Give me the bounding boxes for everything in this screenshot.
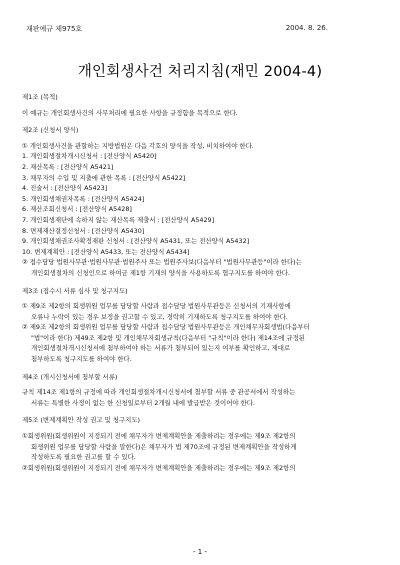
article-heading: 제1조 (목적) [22,93,58,101]
article-line: ②회생위원(회생위원이 지정되기 전에 채무자가 변제계획안을 제출하려는 경우에는 제9조 제2항의 [22,463,296,472]
article-section [22,125,378,278]
article-line: 8. 면제재산결정신청서 : [전산양식 A5430] [22,226,145,235]
article-line: ① 개인회생사건을 관할하는 지방법원은 다음 각호의 양식을 작성, 비치하여야 한다. [22,141,254,150]
article-line: "법"이라 한다) 제49조 제2항 및 개인채무자회생규칙(다음부터 "규칙"이라 한다) 제14조에 규정된 [31,333,305,342]
article-line: ①회생위원(회생위원이 지정되기 전에 채무자가 변제계획안을 제출하려는 경우에는 제9조 제2항의 [22,432,296,441]
article-line: 6. 재산조회신청서 : [전산양식 A5428] [22,205,132,214]
article-line: 회생위원 업무를 담당할 사람을 말한다)은 채무자가 법 제70조에 규정된 변제계획안을 작성하게 [31,442,297,451]
article-line: 작성하도록 필요한 권고를 할 수 있다. [31,453,136,462]
article-line: 규칙 제14조 제1항의 규정에 따라 개인회생절차개시신청서에 첨부할 서류 중 관공서에서 작성하는 [22,388,296,397]
article-line: 개인회생절차개시신청서에 첨부하여야 하는 서류가 첨부되어 있는지 여부를 확인하고, 제대로 [31,344,291,353]
article-line: 이 예규는 개인회생사건의 사무처리에 필요한 사항을 규정함을 목적으로 한다. [22,108,238,117]
article-line: 9. 개인회생채권조사확정재판 신청서 : [전산양식 A5431, 또는 전산양식 A5432] [22,237,250,246]
article-line: 서류는 특별한 사정이 없는 한 신청일로부터 2개월 내에 발급받은 것이어야 한다. [31,398,255,407]
article-section [22,286,378,365]
article-section [22,415,378,473]
article-line: 첨부하도록 청구지도를 하여야 한다. [31,355,132,364]
article-line: 4. 진술서 : [전산양식 A5423] [22,184,108,193]
article-line: 1. 개인회생절차개시신청서 : [전산양식 A5420] [22,152,157,161]
article-line: ② 접수담당 법원사무관·법원사무관·법원주사 또는 법원주사보(다음부터 "법원사무관등"이라 한다)는 [22,258,302,267]
article-line: 10. 변제계획안 : [전산양식 A5433, 또는 전산양식 A5434] [22,247,190,256]
article-section [22,372,378,409]
article-heading: 제3조 (접수시 서류 심사 및 청구지도) [22,286,128,295]
issue-date: 2004. 8. 26. [285,24,328,32]
article-line: 3. 채무자의 수입 및 지출에 관한 목록 : [전산양식 A5422] [22,173,186,182]
article-heading: 제4조 (개시신청서에 첨부할 서류) [22,372,118,381]
rule-number: 재판예규 제975호 [26,25,83,33]
article-line: 7. 개인회생재단에 속하지 않는 재산목록 제출서 : [전산양식 A5429] [22,215,215,224]
article-line: 개인회생절차의 신청인으로 하여금 제1항 기재의 양식을 사용하도록 협구지도를 하여야 한다. [31,268,290,277]
article-line: 오류나 누락이 있는 경우 보정을 권고할 수 있고, 경락히 기재하도록 청구지도를 하여야 한다. [31,312,288,321]
article-heading: 제5조 (변제계획안 작성 권고 및 청구지도) [22,416,140,425]
article-line: ② 제9조 제2항의 회생위원 업무를 담당할 사람과 접수담당 법원사무관등은 개인채무자회생법(다음부터 [22,323,310,332]
article-line: ① 제9조 제2항의 회생위원 업무를 담당할 사람과 접수담당 법원사무관등은 신청서의 기재사항에 [22,302,291,311]
article-heading: 제2조 (신청서 양식) [22,126,79,135]
document-title: 개인회생사건 처리지침(재민 2004-4) [77,64,323,80]
article-line: 2. 재산목록 : [전산양식 A5421] [22,162,114,171]
page-number: - 1 - [193,548,207,556]
document-body [22,92,378,473]
article-section [22,92,378,118]
article-line: 5. 개인회생채권자목록 : [전산양식 A5424] [22,194,145,203]
